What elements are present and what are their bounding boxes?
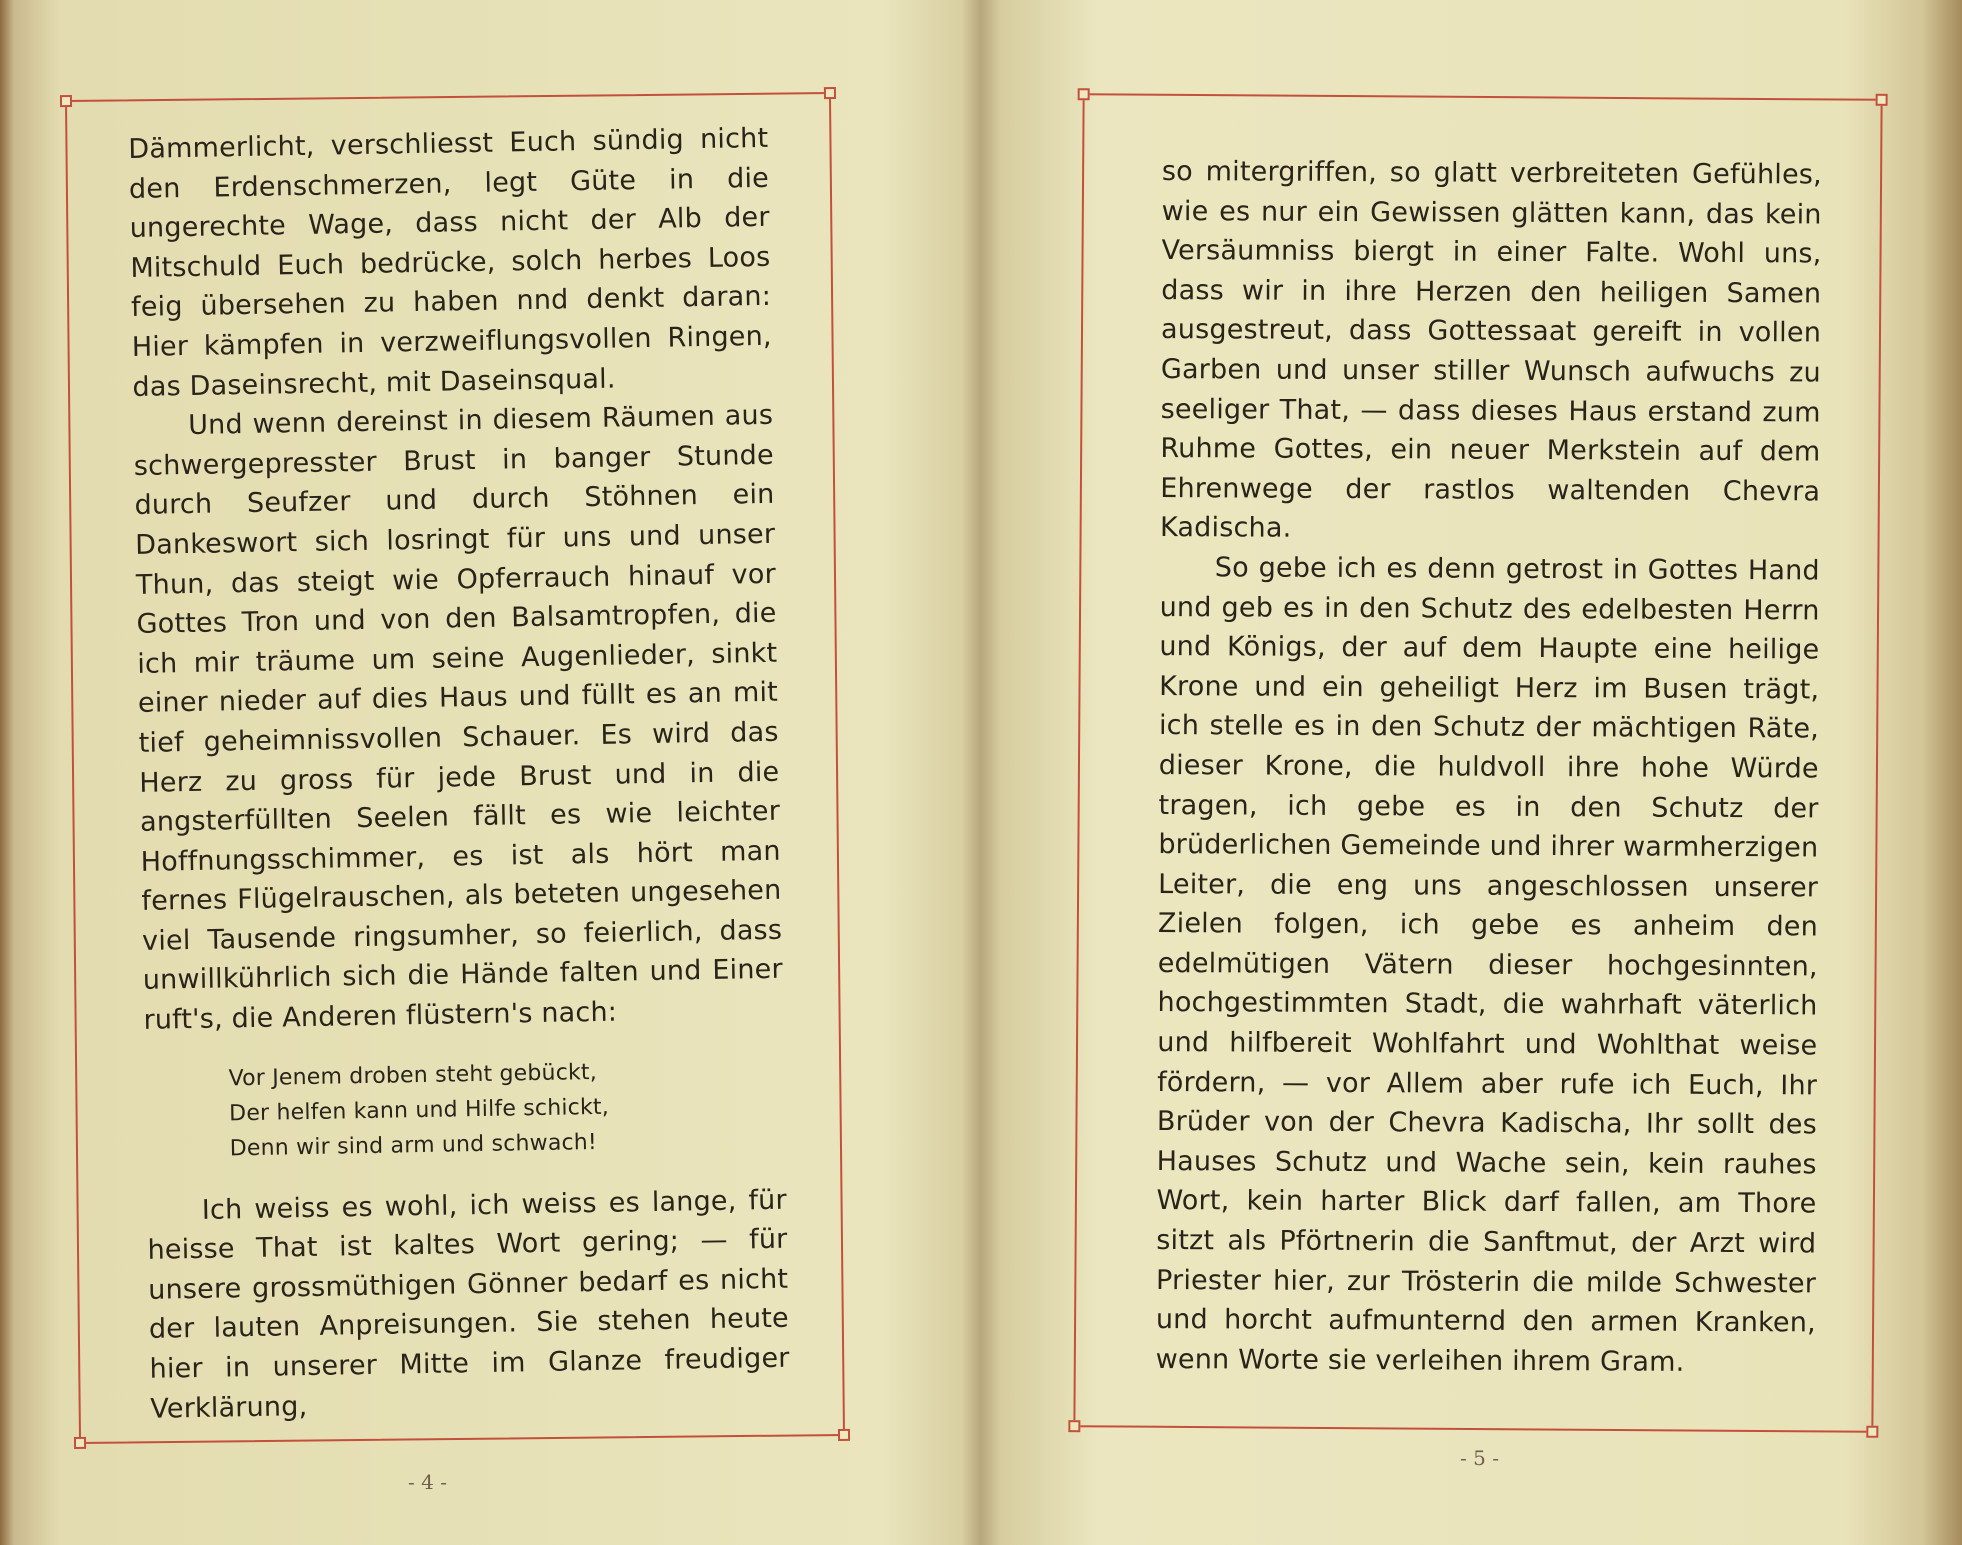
- frame-corner-ornament: [1876, 94, 1888, 106]
- page-number-right: - 5 -: [1460, 1446, 1499, 1470]
- left-page: [0, 0, 940, 1545]
- verse-quote: [228, 1051, 786, 1166]
- frame-corner-ornament: [1078, 88, 1090, 100]
- right-paragraph-1: so mitergriffen, so glatt verbreiteten Gefühles, wie es nur ein Gewissen glätten kann, das kein Versäumniss biergt in einer Falte. Wohl uns, dass wir in ihre Herzen den heiligen Samen ausgestreut, dass Gottessaat gereift in vollen Garben und unser stiller Wunsch aufwuchs zu seeliger That, — dass dieses Haus erstand zum Ruhme Gottes, ein neuer Merkstein auf dem Ehrenwege der rastlos waltenden Chevra Kadischa.: [1159, 155, 1822, 545]
- right-page-body: [1156, 152, 1822, 1383]
- verse-line-2: Der helfen kann und Hilfe schickt,: [228, 1094, 610, 1127]
- right-page: [950, 0, 1962, 1545]
- left-paragraph-3: Ich weiss es wohl, ich weiss es lange, für heisse That ist kaltes Wort gering; — für unsere grossmüthigen Gönner bedarf es nicht der lauten Anpreisungen. Sie stehen heute hier in unserer Mitte im Glanze freudiger Verklärung,: [147, 1184, 790, 1425]
- left-paragraph-2: Und wenn dereinst in diesem Räumen aus schwergepresster Brust in banger Stunde durch Seufzer und durch Stöhnen ein Dankeswort sich losringt für uns und unser Thun, das steigt wie Opferrauch hinauf vor Gottes Tron und von den Balsamtropfen, die ich mir träume um seine Augenlieder, sinkt einer nieder auf dies Haus und füllt es an mit tief geheimnissvollen Schauer. Es wird das Herz zu gross für jede Brust und in die angsterfüllten Seelen fällt es wie leichter Hoffnungsschimmer, es ist als hört man fernes Flügelrauschen, als beteten ungesehen viel Tausende ringsumher, so feierlich, dass unwillkührlich sich die Hände falten und Einer ruft's, die Anderen flüstern's nach:: [133, 399, 784, 1036]
- frame-corner-ornament: [1866, 1426, 1878, 1438]
- frame-corner-ornament: [74, 1437, 86, 1449]
- frame-corner-ornament: [838, 1429, 850, 1441]
- verse-line-1: Vor Jenem droben steht gebückt,: [228, 1059, 598, 1092]
- left-paragraph-1: Dämmerlicht, verschliesst Euch sündig nicht den Erdenschmerzen, legt Güte in die ungerechte Wage, dass nicht der Alb der Mitschuld Euch bedrücke, solch herbes Loos feig übersehen zu haben nnd denkt daran: Hier kämpfen in verzweiflungsvollen Ringen, das Daseinsrecht, mit Daseinsqual.: [128, 122, 772, 403]
- frame-corner-ornament: [60, 95, 72, 107]
- frame-corner-ornament: [1068, 1420, 1080, 1432]
- frame-corner-ornament: [824, 87, 836, 99]
- verse-line-3: Denn wir sind arm und schwach!: [229, 1129, 598, 1162]
- left-page-body: [128, 119, 791, 1429]
- page-number-left: - 4 -: [408, 1470, 447, 1494]
- right-paragraph-2: So gebe ich es denn getrost in Gottes Hand und geb es in den Schutz des edelbesten Herrn und Königs, der auf dem Haupte eine heilige Krone und ein geheiligt Herz im Busen trägt, ich stelle es in den Schutz der mächtigen Räte, dieser Krone, die huldvoll ihre hohe Würde tragen, ich gebe es in den Schutz der brüderlichen Gemeinde und ihrer warmherzigen Leiter, die eng uns angeschlossen unserer Zielen folgen, ich gebe es anheim den edelmütigen Vätern dieser hochgesinnten, hochgestimmten Stadt, die wahrhaft väterlich und hilfbereit Wohlfahrt und Wohlthat weise fördern, — vor Allem aber rufe ich Euch, Ihr Brüder von der Chevra Kadischa, Ihr sollt des Hauses Schutz und Wache sein, kein rauhes Wort, kein harter Blick darf fallen, am Thore sitzt als Pförtnerin die Sanftmut, der Arzt wird Priester hier, zur Trösterin die milde Schwester und horcht aufmunternd den armen Kranken, wenn Worte sie verleihen ihrem Gram.: [1155, 552, 1820, 1378]
